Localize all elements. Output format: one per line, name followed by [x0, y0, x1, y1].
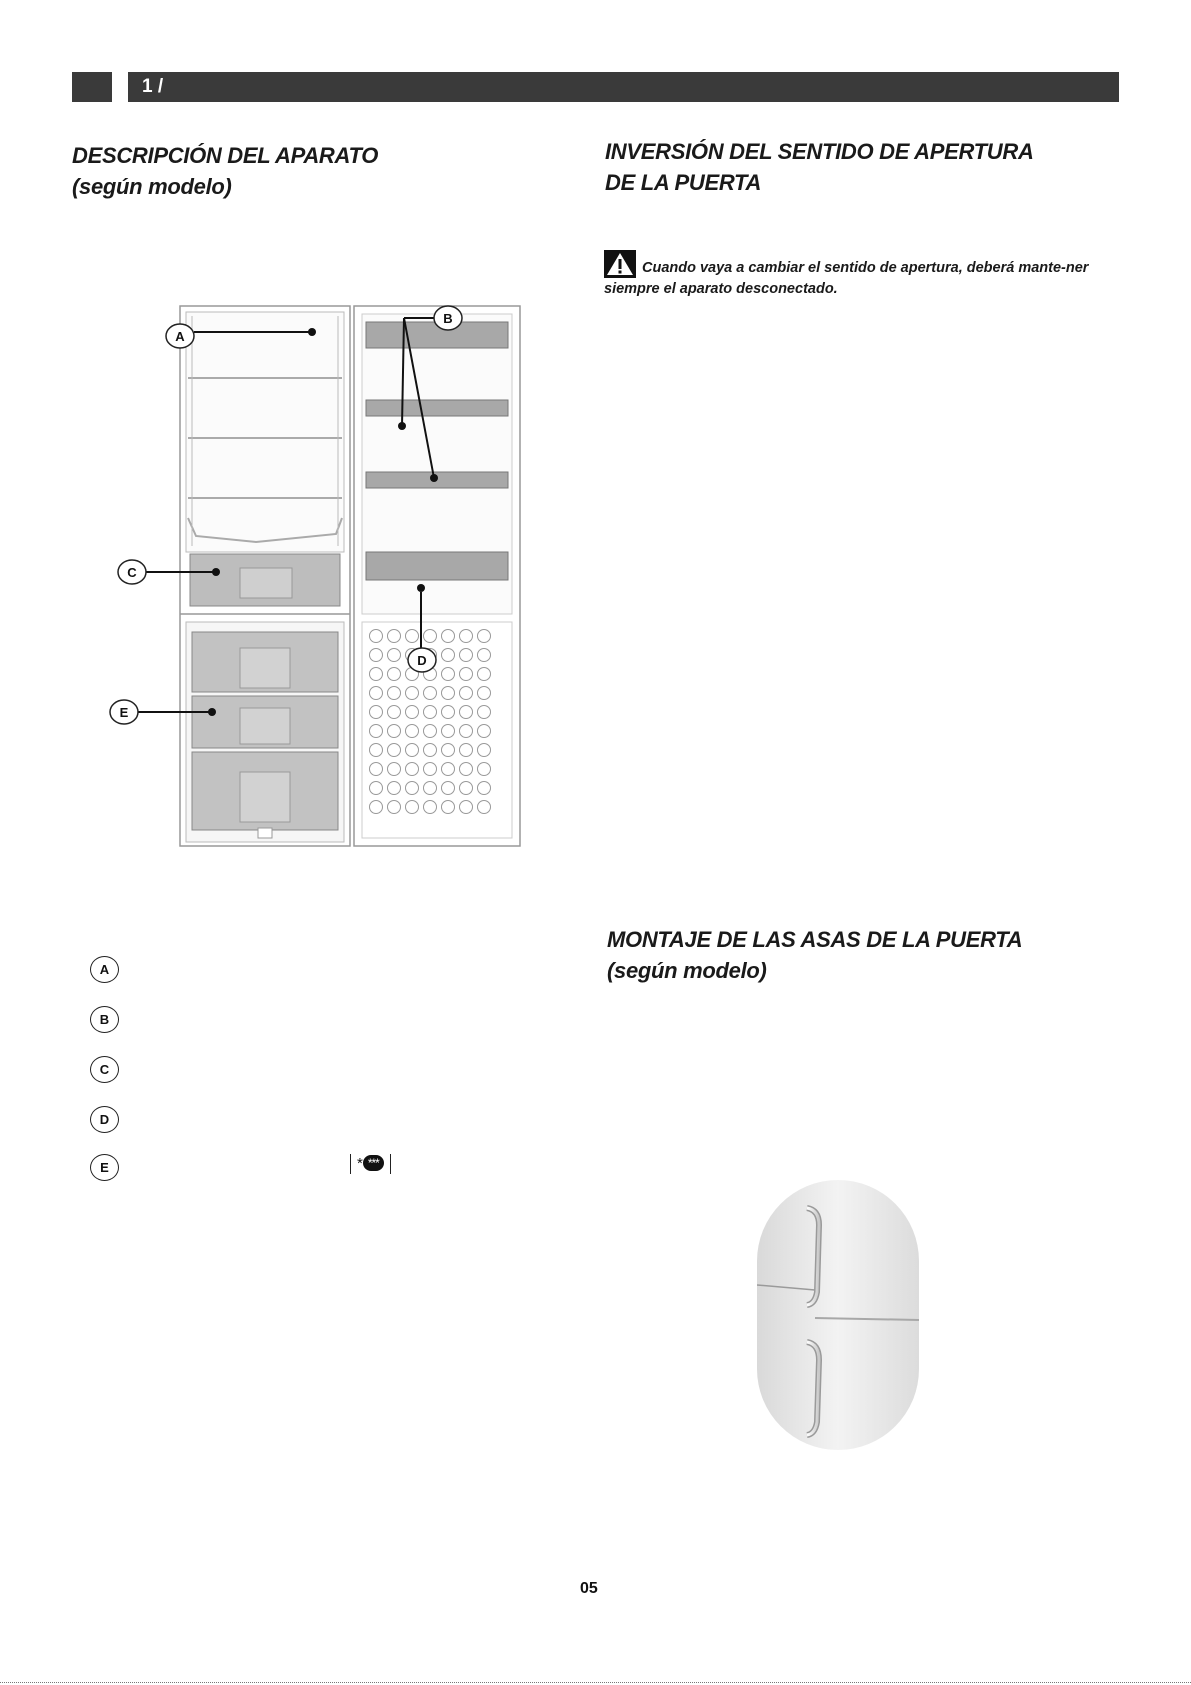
- door-circle: [460, 782, 473, 795]
- legend-item-d: [90, 1106, 430, 1134]
- label-e: E: [119, 705, 129, 720]
- door-circle: [442, 649, 455, 662]
- door-circle: [460, 649, 473, 662]
- door-circle: [478, 782, 491, 795]
- door-circle: [388, 649, 401, 662]
- door-circle: [406, 801, 419, 814]
- door-circle: [370, 649, 383, 662]
- door-circle: [478, 706, 491, 719]
- legend-letter: E: [90, 1154, 119, 1181]
- title-subline: (según modelo): [72, 174, 232, 199]
- door-circle: [478, 668, 491, 681]
- legend-letter: B: [90, 1006, 119, 1033]
- door-circle: [442, 706, 455, 719]
- door-circle: [406, 782, 419, 795]
- bottom-rule: [0, 1682, 1191, 1683]
- door-circle: [424, 763, 437, 776]
- door-circle: [370, 725, 383, 738]
- door-circle: [442, 763, 455, 776]
- door-circle: [478, 744, 491, 757]
- door-circle: [442, 801, 455, 814]
- door-circle: [406, 725, 419, 738]
- chapter-number: 1 /: [142, 76, 164, 97]
- door-circle: [460, 687, 473, 700]
- door-circle: [406, 744, 419, 757]
- door-circle: [442, 744, 455, 757]
- door-circle: [424, 744, 437, 757]
- label-c: C: [127, 565, 137, 580]
- door-circle: [424, 801, 437, 814]
- door-circle: [406, 763, 419, 776]
- door-circle: [460, 801, 473, 814]
- door-circle: [388, 687, 401, 700]
- door-circle: [388, 706, 401, 719]
- door-circle: [478, 801, 491, 814]
- door-circle: [424, 630, 437, 643]
- door-circle: [460, 706, 473, 719]
- section-title-description: [72, 140, 378, 202]
- door-circle: [388, 744, 401, 757]
- door-circle: [370, 630, 383, 643]
- legend-letter: C: [90, 1056, 119, 1083]
- legend-letter: A: [90, 956, 119, 983]
- freezer-star-symbol: [350, 1154, 391, 1174]
- label-d: D: [417, 653, 427, 668]
- header-bar: [128, 72, 1119, 102]
- title-subline: DE LA PUERTA: [605, 170, 762, 195]
- door-handle-photo: [757, 1180, 919, 1450]
- door-circle: [442, 687, 455, 700]
- door-circle: [370, 782, 383, 795]
- door-circle: [370, 801, 383, 814]
- star: *: [357, 1155, 363, 1172]
- door-circle: [442, 725, 455, 738]
- door-circle: [424, 725, 437, 738]
- warning-icon: [604, 250, 636, 278]
- title-subline: (según modelo): [607, 958, 767, 983]
- legend-item-e: [90, 1154, 430, 1182]
- door-circle: [406, 687, 419, 700]
- legend-item-c: [90, 1056, 430, 1084]
- door-circle: [406, 706, 419, 719]
- door-circle: [442, 782, 455, 795]
- page-number: 05: [580, 1580, 598, 1597]
- header-left-block: [72, 72, 112, 102]
- door-circle: [406, 630, 419, 643]
- door-circle: [370, 706, 383, 719]
- section-title-door-reversal: [605, 136, 1034, 198]
- door-circle: [388, 801, 401, 814]
- door-circle: [442, 630, 455, 643]
- door-circle: [460, 668, 473, 681]
- title-line: DESCRIPCIÓN DEL APARATO: [72, 143, 379, 168]
- door-circle: [388, 630, 401, 643]
- label-b: B: [443, 311, 453, 326]
- legend-item-b: [90, 1006, 430, 1034]
- door-circle: [388, 668, 401, 681]
- door-circle: [478, 687, 491, 700]
- door-circle: [478, 649, 491, 662]
- stars-pill: ***: [363, 1155, 384, 1171]
- door-circle: [478, 763, 491, 776]
- door-circle: [460, 744, 473, 757]
- door-circle: [370, 668, 383, 681]
- warning-text: Cuando vaya a cambiar el sentido de apertura, deberá mante-ner siempre el aparato desconectado.: [604, 260, 1089, 297]
- title-line: MONTAJE DE LAS ASAS DE LA PUERTA: [607, 927, 1023, 952]
- warning-note: [604, 250, 1124, 300]
- legend-letter: D: [90, 1106, 119, 1133]
- door-circle: [388, 782, 401, 795]
- section-title-handles: [607, 924, 1022, 986]
- door-circle: [424, 782, 437, 795]
- legend-item-a: [90, 956, 430, 984]
- door-circle: [370, 687, 383, 700]
- door-circle: [478, 725, 491, 738]
- label-a: A: [175, 329, 185, 344]
- door-circle: [388, 725, 401, 738]
- title-line: INVERSIÓN DEL SENTIDO DE APERTURA: [605, 139, 1034, 164]
- door-circle: [460, 630, 473, 643]
- door-circle: [424, 687, 437, 700]
- door-circle: [460, 763, 473, 776]
- door-circle: [442, 668, 455, 681]
- appliance-diagram: [96, 296, 536, 856]
- door-circle: [478, 630, 491, 643]
- door-circle: [388, 763, 401, 776]
- door-circle: [370, 744, 383, 757]
- door-circle: [424, 706, 437, 719]
- door-circle: [460, 725, 473, 738]
- door-circle: [370, 763, 383, 776]
